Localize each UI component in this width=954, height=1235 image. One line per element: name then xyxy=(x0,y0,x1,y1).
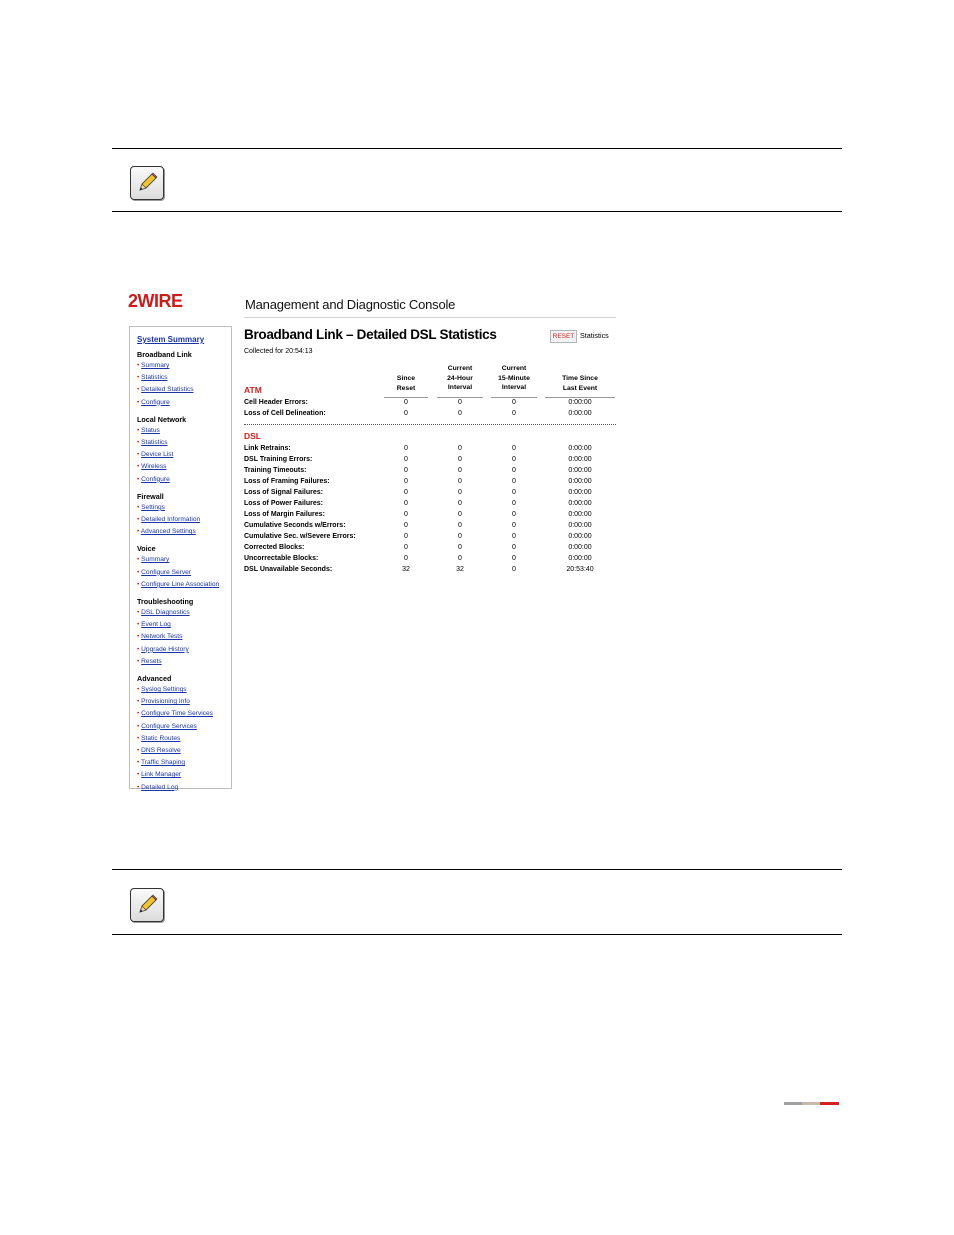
bullet-icon: • xyxy=(137,362,142,369)
sidebar-group xyxy=(137,415,231,486)
row-value: 0:00:00 xyxy=(568,500,592,507)
sidebar-link[interactable]: Configure Line Association xyxy=(141,580,220,588)
top-rule-1 xyxy=(112,148,842,149)
sidebar-item[interactable] xyxy=(137,502,231,514)
row-label: DSL Unavailable Seconds: xyxy=(244,566,333,573)
row-value: 0 xyxy=(512,399,516,406)
row-value: 0 xyxy=(404,533,408,540)
row-value: 0:00:00 xyxy=(568,456,592,463)
column-header-line: Current xyxy=(447,365,473,372)
sidebar-item[interactable] xyxy=(137,696,231,708)
sidebar-item[interactable] xyxy=(137,449,231,461)
bullet-icon: • xyxy=(137,747,142,755)
row-value: 0 xyxy=(458,478,462,485)
sidebar-link[interactable]: Upgrade History xyxy=(141,645,189,653)
bullet-icon: • xyxy=(137,734,142,742)
sidebar-link[interactable]: Configure xyxy=(141,398,170,406)
sidebar-link[interactable]: Link Manager xyxy=(141,771,182,779)
section-divider xyxy=(244,424,616,425)
row-value: 0 xyxy=(404,489,408,496)
row-label: Cumulative Seconds w/Errors: xyxy=(244,522,346,529)
bullet-icon: • xyxy=(137,633,142,641)
row-value: 0 xyxy=(404,399,408,406)
sidebar-group-heading: Voice xyxy=(137,544,156,554)
sidebar-group xyxy=(137,597,231,668)
row-label: Loss of Power Failures: xyxy=(244,500,323,507)
row-label: Cell Header Errors: xyxy=(244,399,308,406)
row-value: 0 xyxy=(512,533,516,540)
row-value: 0:00:00 xyxy=(568,399,592,406)
bullet-icon: • xyxy=(137,645,142,653)
sidebar-link[interactable]: Event Log xyxy=(141,621,171,629)
sidebar-item[interactable] xyxy=(137,757,231,769)
sidebar-item[interactable] xyxy=(137,437,231,449)
sidebar-link-system-summary[interactable]: System Summary xyxy=(137,335,205,344)
sidebar-link[interactable]: Configure xyxy=(141,475,170,483)
row-value: 0 xyxy=(458,467,462,474)
sidebar-item[interactable] xyxy=(137,384,231,396)
sidebar-item[interactable] xyxy=(137,631,231,643)
table-row xyxy=(244,408,616,419)
sidebar-link[interactable]: Detailed Statistics xyxy=(141,386,194,394)
bullet-icon: • xyxy=(137,503,142,511)
footer-deco-gray xyxy=(784,1102,802,1105)
row-label: Uncorrectable Blocks: xyxy=(244,555,319,562)
sidebar-link[interactable]: Summary xyxy=(141,362,170,369)
table-row xyxy=(244,454,616,465)
header-divider xyxy=(244,317,616,318)
sidebar-link[interactable]: Detailed Information xyxy=(141,516,201,524)
bullet-icon: • xyxy=(137,463,142,471)
table-row xyxy=(244,531,616,542)
row-value: 0 xyxy=(458,555,462,562)
bullet-icon: • xyxy=(137,516,142,524)
column-header xyxy=(540,374,620,393)
row-value: 0 xyxy=(512,445,516,452)
sidebar-link[interactable]: Static Routes xyxy=(141,734,181,742)
row-value: 0 xyxy=(404,410,408,417)
sidebar-group-heading: Firewall xyxy=(137,491,164,501)
row-value: 0 xyxy=(512,410,516,417)
sidebar-group-heading: Troubleshooting xyxy=(137,597,194,607)
management-console-screenshot xyxy=(126,288,618,798)
row-value: 0 xyxy=(512,456,516,463)
row-value: 0 xyxy=(404,456,408,463)
row-value: 0 xyxy=(458,399,462,406)
row-value: 0:00:00 xyxy=(568,467,592,474)
table-row xyxy=(244,487,616,498)
sidebar xyxy=(129,326,232,789)
sidebar-group xyxy=(137,674,231,794)
row-value: 0:00:00 xyxy=(568,478,592,485)
bullet-icon: • xyxy=(137,451,142,459)
sidebar-link[interactable]: Summary xyxy=(141,556,170,564)
sidebar-item[interactable] xyxy=(137,397,231,409)
sidebar-link[interactable]: Configure Server xyxy=(141,568,191,576)
sidebar-item[interactable] xyxy=(137,708,231,720)
row-value: 0 xyxy=(404,478,408,485)
sidebar-item[interactable] xyxy=(137,567,231,579)
bottom-rule-2 xyxy=(112,934,842,935)
row-label: Loss of Framing Failures: xyxy=(244,478,330,485)
row-value: 0 xyxy=(404,522,408,529)
column-header-line: Current xyxy=(501,365,527,372)
sidebar-link[interactable]: Wireless xyxy=(141,463,167,471)
sidebar-groups xyxy=(137,350,231,794)
sidebar-item[interactable] xyxy=(137,474,231,486)
row-value: 0 xyxy=(404,467,408,474)
sidebar-group-heading: Advanced xyxy=(137,674,172,684)
sidebar-link[interactable]: Traffic Shaping xyxy=(141,759,186,767)
bullet-icon: • xyxy=(137,771,142,779)
sidebar-link[interactable]: Provisioning Info xyxy=(141,698,190,706)
sidebar-item[interactable] xyxy=(137,721,231,733)
bullet-icon: • xyxy=(137,426,142,434)
sidebar-link[interactable]: Status xyxy=(141,426,160,434)
sidebar-item[interactable] xyxy=(137,769,231,781)
sidebar-link[interactable]: Network Tests xyxy=(141,633,183,641)
column-header-line: Interval xyxy=(447,384,473,392)
row-label: Loss of Signal Failures: xyxy=(244,489,323,496)
row-value: 0 xyxy=(512,522,516,529)
bullet-icon: • xyxy=(137,528,141,536)
row-value: 0 xyxy=(512,478,516,485)
row-value: 0 xyxy=(512,511,516,518)
row-value: 0:00:00 xyxy=(568,533,592,540)
bullet-icon: • xyxy=(137,439,142,447)
sidebar-link[interactable]: Statistics xyxy=(141,374,168,382)
pencil-icon xyxy=(130,166,164,200)
row-label: Cumulative Sec. w/Severe Errors: xyxy=(244,533,356,540)
row-value: 0 xyxy=(404,555,408,562)
bullet-icon: • xyxy=(137,621,142,629)
row-value: 0 xyxy=(458,445,462,452)
table-row xyxy=(244,509,616,520)
table-row xyxy=(244,553,616,564)
column-header-line: 24-Hour xyxy=(447,374,473,382)
row-value: 0:00:00 xyxy=(568,511,592,518)
column-header-line: Time Since xyxy=(562,375,598,382)
row-value: 0:00:00 xyxy=(568,489,592,496)
bullet-icon: • xyxy=(137,609,142,617)
section-heading: DSL xyxy=(244,431,261,441)
sidebar-link[interactable]: Configure Time Services xyxy=(141,710,213,718)
sidebar-item[interactable] xyxy=(137,619,231,631)
column-header-line: 15-Minute xyxy=(498,374,530,382)
row-value: 0 xyxy=(404,500,408,507)
row-value: 0 xyxy=(404,544,408,551)
sidebar-item[interactable] xyxy=(137,360,231,372)
bullet-icon: • xyxy=(137,686,142,694)
bullet-icon: • xyxy=(137,475,142,483)
sidebar-item[interactable] xyxy=(137,733,231,745)
bullet-icon: • xyxy=(137,556,142,564)
table-row xyxy=(244,465,616,476)
row-value: 0 xyxy=(404,445,408,452)
row-value: 0:00:00 xyxy=(568,522,592,529)
row-label: Training Timeouts: xyxy=(244,467,307,474)
row-value: 0 xyxy=(458,533,462,540)
row-value: 0:00:00 xyxy=(568,445,592,452)
sidebar-item[interactable] xyxy=(137,514,231,526)
reset-button[interactable]: RESET xyxy=(550,330,577,343)
console-title: Management and Diagnostic Console xyxy=(245,297,456,312)
sidebar-link[interactable]: Device List xyxy=(141,451,174,459)
row-label: DSL Training Errors: xyxy=(244,456,313,463)
row-value: 0 xyxy=(512,555,516,562)
row-value: 32 xyxy=(456,566,464,573)
row-value: 0 xyxy=(458,410,462,417)
sidebar-item[interactable] xyxy=(137,372,231,384)
column-header-line: Interval xyxy=(501,384,527,392)
row-label: Link Retrains: xyxy=(244,445,291,452)
row-label: Loss of Margin Failures: xyxy=(244,511,325,518)
sidebar-item[interactable] xyxy=(137,644,231,656)
row-value: 0:00:00 xyxy=(568,544,592,551)
row-value: 0 xyxy=(512,500,516,507)
sidebar-item[interactable] xyxy=(137,607,231,619)
sidebar-item[interactable] xyxy=(137,461,231,473)
table-row xyxy=(244,443,616,454)
column-header-line: Since xyxy=(396,375,416,382)
top-rule-2 xyxy=(112,211,842,212)
sidebar-link[interactable]: DNS Resolve xyxy=(141,747,181,755)
section-heading: ATM xyxy=(244,385,262,395)
table-row xyxy=(244,397,616,408)
sidebar-link[interactable]: Settings xyxy=(141,503,165,511)
row-value: 0:00:00 xyxy=(568,555,592,562)
statistics-label: Statistics xyxy=(580,331,609,340)
table-row xyxy=(244,564,616,575)
bullet-icon: • xyxy=(137,398,142,406)
sidebar-group xyxy=(137,544,231,591)
collected-time: Collected for 20:54:13 xyxy=(244,348,313,355)
row-value: 20:53:40 xyxy=(566,566,594,573)
sidebar-item[interactable] xyxy=(137,554,231,566)
bullet-icon: • xyxy=(137,722,142,730)
sidebar-item[interactable] xyxy=(137,526,231,538)
sidebar-link[interactable]: Resets xyxy=(141,657,162,665)
table-row xyxy=(244,476,616,487)
row-value: 0 xyxy=(512,566,516,573)
row-value: 0 xyxy=(512,544,516,551)
row-value: 0 xyxy=(458,511,462,518)
page-title: Broadband Link – Detailed DSL Statistics xyxy=(244,327,497,342)
brand-logo xyxy=(128,292,206,315)
bullet-icon: • xyxy=(137,580,142,588)
bullet-icon: • xyxy=(137,386,142,394)
row-label: Corrected Blocks: xyxy=(244,544,305,551)
bottom-rule-1 xyxy=(112,869,842,870)
column-header-line: Reset xyxy=(396,384,416,392)
sidebar-link[interactable]: Detailed Log xyxy=(141,783,179,791)
sidebar-group xyxy=(137,492,231,539)
row-value: 0 xyxy=(458,544,462,551)
sidebar-item[interactable] xyxy=(137,579,231,591)
bullet-icon: • xyxy=(137,568,142,576)
row-value: 0:00:00 xyxy=(568,410,592,417)
bullet-icon: • xyxy=(137,783,142,791)
sidebar-item[interactable] xyxy=(137,745,231,757)
bullet-icon: • xyxy=(137,374,142,382)
sidebar-link[interactable]: DSL Diagnostics xyxy=(141,609,190,617)
bullet-icon: • xyxy=(137,698,142,706)
row-value: 0 xyxy=(458,522,462,529)
sidebar-item[interactable] xyxy=(137,782,231,794)
column-header-line: Last Event xyxy=(562,384,598,392)
sidebar-link[interactable]: Syslog Settings xyxy=(141,686,187,694)
sidebar-group-heading: Broadband Link xyxy=(137,350,192,359)
sidebar-item[interactable] xyxy=(137,425,231,437)
bullet-icon: • xyxy=(137,759,142,767)
row-value: 0 xyxy=(512,489,516,496)
sidebar-item[interactable] xyxy=(137,656,231,668)
sidebar-link[interactable]: Advanced Settings xyxy=(140,528,196,536)
pencil-icon xyxy=(130,888,164,922)
row-value: 0 xyxy=(404,511,408,518)
row-value: 0 xyxy=(458,456,462,463)
row-value: 0 xyxy=(512,467,516,474)
sidebar-item[interactable] xyxy=(137,684,231,696)
row-value: 32 xyxy=(402,566,410,573)
table-row xyxy=(244,542,616,553)
footer-deco-red xyxy=(820,1102,839,1105)
sidebar-link[interactable]: Configure Services xyxy=(141,722,197,730)
sidebar-link[interactable]: Statistics xyxy=(141,439,168,447)
row-value: 0 xyxy=(458,500,462,507)
table-row xyxy=(244,520,616,531)
sidebar-group xyxy=(137,350,231,409)
table-row xyxy=(244,498,616,509)
row-value: 0 xyxy=(458,489,462,496)
row-label: Loss of Cell Delineation: xyxy=(244,410,326,417)
bullet-icon: • xyxy=(137,710,142,718)
logo-text: 2WIRE xyxy=(128,292,183,310)
footer-deco-tan xyxy=(802,1102,820,1105)
sidebar-group-heading: Local Network xyxy=(137,414,187,424)
bullet-icon: • xyxy=(137,657,142,665)
